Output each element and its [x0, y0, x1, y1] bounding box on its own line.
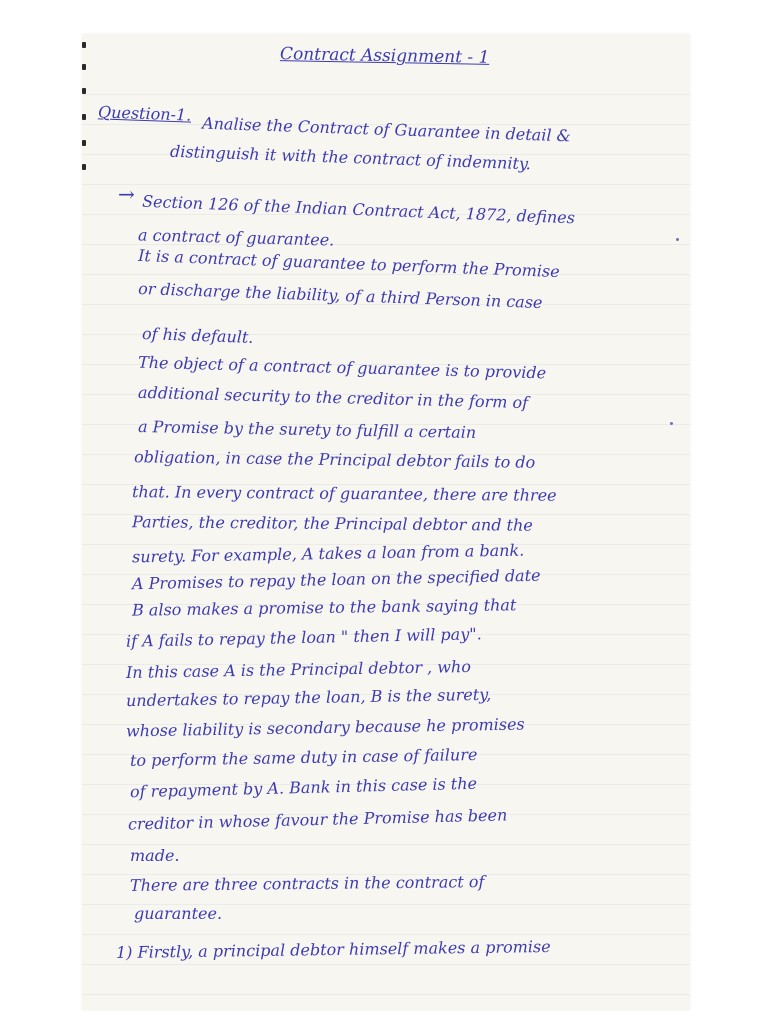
body-line-25: 1) Firstly, a principal debtor himself makes a promise — [115, 936, 551, 963]
ink-dot — [670, 422, 673, 425]
body-line-19: to perform the same duty in case of failure — [129, 744, 478, 771]
page-title: Contract Assignment - 1 — [279, 44, 490, 68]
body-line-17: undertakes to repay the loan, B is the surety, — [125, 684, 492, 711]
binding-hole — [82, 42, 86, 48]
body-line-12: surety. For example, A takes a loan from a bank. — [131, 540, 525, 567]
answer-marker: → — [118, 182, 135, 206]
body-line-3: It is a contract of guarantee to perform the Promise — [137, 245, 561, 282]
ruled-line — [82, 994, 690, 995]
body-line-22: made. — [130, 846, 180, 865]
body-line-16: In this case A is the Principal debtor , who — [125, 656, 472, 683]
body-line-6: The object of a contract of guarantee is to provide — [137, 352, 547, 383]
binding-hole — [82, 114, 86, 120]
binding-hole — [82, 88, 86, 94]
body-line-4: or discharge the liability, of a third Person in case — [137, 278, 543, 313]
body-line-15: if A fails to repay the loan " then I will pay". — [125, 624, 482, 651]
binding-hole — [82, 164, 86, 170]
question-line-2: distinguish it with the contract of indemnity. — [169, 141, 532, 174]
notebook-page — [82, 34, 690, 1010]
body-line-20: of repayment by A. Bank in this case is the — [129, 773, 478, 802]
body-line-14: B also makes a promise to the bank saying that — [131, 595, 517, 620]
binding-hole — [82, 64, 86, 70]
question-label: Question-1. — [97, 102, 192, 125]
ruled-line — [82, 94, 690, 95]
body-line-18: whose liability is secondary because he promises — [125, 714, 525, 741]
body-line-1: Section 126 of the Indian Contract Act, 1872, defines — [141, 191, 576, 228]
body-line-21: creditor in whose favour the Promise has been — [127, 805, 508, 834]
body-line-9: obligation, in case the Principal debtor fails to do — [133, 447, 536, 472]
question-line-1: Analise the Contract of Guarantee in detail & — [201, 113, 572, 146]
body-line-5: of his default. — [141, 324, 254, 347]
body-line-24: guarantee. — [134, 904, 223, 923]
binding-hole — [82, 140, 86, 146]
body-line-13: A Promises to repay the loan on the specified date — [131, 565, 541, 594]
ruled-line — [82, 844, 690, 845]
ruled-line — [82, 184, 690, 185]
ink-dot — [676, 238, 679, 241]
body-line-11: Parties, the creditor, the Principal debtor and the — [131, 512, 533, 535]
body-line-2: a contract of guarantee. — [137, 225, 335, 250]
body-line-10: that. In every contract of guarantee, there are three — [131, 482, 557, 505]
ruled-line — [82, 934, 690, 935]
body-line-7: additional security to the creditor in the form of — [137, 382, 529, 413]
body-line-8: a Promise by the surety to fulfill a certain — [137, 417, 477, 442]
body-line-23: There are three contracts in the contract of — [129, 872, 485, 895]
ruled-line — [82, 964, 690, 965]
